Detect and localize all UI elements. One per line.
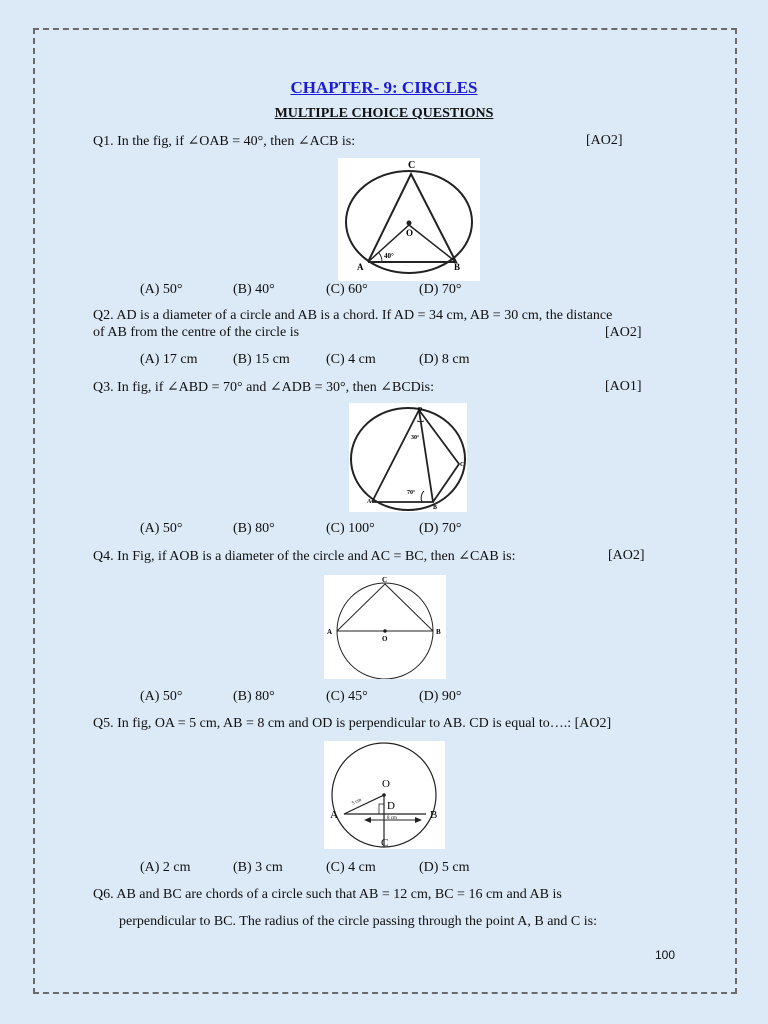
q1-label-a: A bbox=[357, 262, 364, 272]
q3-option-b[interactable]: (B) 80° bbox=[233, 521, 275, 536]
q3-tag: [AO1] bbox=[605, 379, 642, 394]
q1-label-o: O bbox=[406, 228, 414, 238]
q5-label-b: B bbox=[430, 809, 438, 821]
q2-options bbox=[140, 352, 512, 368]
q3-label-70: 70° bbox=[407, 490, 416, 496]
q2-tag: [AO2] bbox=[605, 325, 642, 340]
q4-label-o: O bbox=[382, 635, 388, 643]
q3-label-d: D bbox=[418, 407, 423, 413]
q4-option-b[interactable]: (B) 80° bbox=[233, 689, 275, 704]
q1-options bbox=[140, 282, 512, 298]
q4-tag: [AO2] bbox=[608, 548, 645, 563]
q2-option-a[interactable]: (A) 17 cm bbox=[140, 352, 198, 367]
q2-text-line2: of AB from the centre of the circle is bbox=[93, 325, 300, 340]
q1-option-b[interactable]: (B) 40° bbox=[233, 282, 275, 297]
chapter-title: CHAPTER- 9: CIRCLES bbox=[290, 78, 478, 97]
q4-option-c[interactable]: (C) 45° bbox=[326, 689, 368, 704]
q4-label-a: A bbox=[327, 628, 333, 636]
q5-label-8cm: 8 cm bbox=[387, 816, 397, 821]
q1-option-d[interactable]: (D) 70° bbox=[419, 282, 462, 297]
q6-text-line2: perpendicular to BC. The radius of the circle passing through the point A, B and C is: bbox=[119, 914, 597, 929]
q1-label-angle: 40° bbox=[384, 252, 394, 260]
q1-label-c: C bbox=[408, 160, 416, 171]
page-number: 100 bbox=[655, 948, 676, 962]
q5-text: Q5. In fig, OA = 5 cm, AB = 8 cm and OD is perpendicular to AB. CD is equal to….: [AO2] bbox=[93, 716, 612, 731]
q4-options bbox=[140, 689, 512, 705]
q4-label-b: B bbox=[436, 628, 441, 636]
q6-text-line1: Q6. AB and BC are chords of a circle such that AB = 12 cm, BC = 16 cm and AB is bbox=[93, 887, 562, 902]
q5-label-5cm: 5 cm bbox=[351, 797, 363, 807]
q4-figure bbox=[324, 575, 446, 679]
q1-option-c[interactable]: (C) 60° bbox=[326, 282, 368, 297]
q3-option-a[interactable]: (A) 50° bbox=[140, 521, 183, 536]
q5-option-d[interactable]: (D) 5 cm bbox=[419, 860, 470, 875]
q2-text-line1: Q2. AD is a diameter of a circle and AB is a chord. If AD = 34 cm, AB = 30 cm, the distance bbox=[93, 308, 613, 323]
q1-tag: [AO2] bbox=[586, 133, 623, 148]
q5-label-a: A bbox=[330, 809, 338, 821]
q5-option-c[interactable]: (C) 4 cm bbox=[326, 860, 376, 875]
q2-option-c[interactable]: (C) 4 cm bbox=[326, 352, 376, 367]
q3-label-c: C bbox=[460, 462, 465, 468]
q5-label-o: O bbox=[382, 778, 390, 790]
q5-figure bbox=[324, 741, 445, 849]
q3-label-a: A bbox=[367, 499, 372, 505]
q5-label-c: C bbox=[381, 837, 389, 849]
q1-text: Q1. In the fig, if ∠OAB = 40°, then ∠ACB is: bbox=[93, 134, 356, 149]
q1-figure bbox=[338, 158, 480, 281]
section-title: MULTIPLE CHOICE QUESTIONS bbox=[274, 106, 494, 121]
q5-option-a[interactable]: (A) 2 cm bbox=[140, 860, 191, 875]
q3-label-b: B bbox=[433, 505, 438, 511]
q5-option-b[interactable]: (B) 3 cm bbox=[233, 860, 283, 875]
q3-label-30: 30° bbox=[411, 435, 420, 441]
q5-label-d: D bbox=[387, 800, 395, 812]
q3-option-d[interactable]: (D) 70° bbox=[419, 521, 462, 536]
q4-option-d[interactable]: (D) 90° bbox=[419, 689, 462, 704]
q3-option-c[interactable]: (C) 100° bbox=[326, 521, 375, 536]
q2-option-b[interactable]: (B) 15 cm bbox=[233, 352, 290, 367]
q2-option-d[interactable]: (D) 8 cm bbox=[419, 352, 470, 367]
q3-options bbox=[140, 521, 512, 537]
q4-text: Q4. In Fig, if AOB is a diameter of the circle and AC = BC, then ∠CAB is: bbox=[93, 549, 516, 564]
q4-option-a[interactable]: (A) 50° bbox=[140, 689, 183, 704]
q5-options bbox=[140, 860, 512, 876]
q1-label-b: B bbox=[454, 262, 461, 272]
q4-label-c: C bbox=[382, 576, 388, 584]
q3-text: Q3. In fig, if ∠ABD = 70° and ∠ADB = 30°, then ∠BCDis: bbox=[93, 380, 435, 395]
q1-option-a[interactable]: (A) 50° bbox=[140, 282, 183, 297]
q3-figure bbox=[349, 403, 467, 512]
